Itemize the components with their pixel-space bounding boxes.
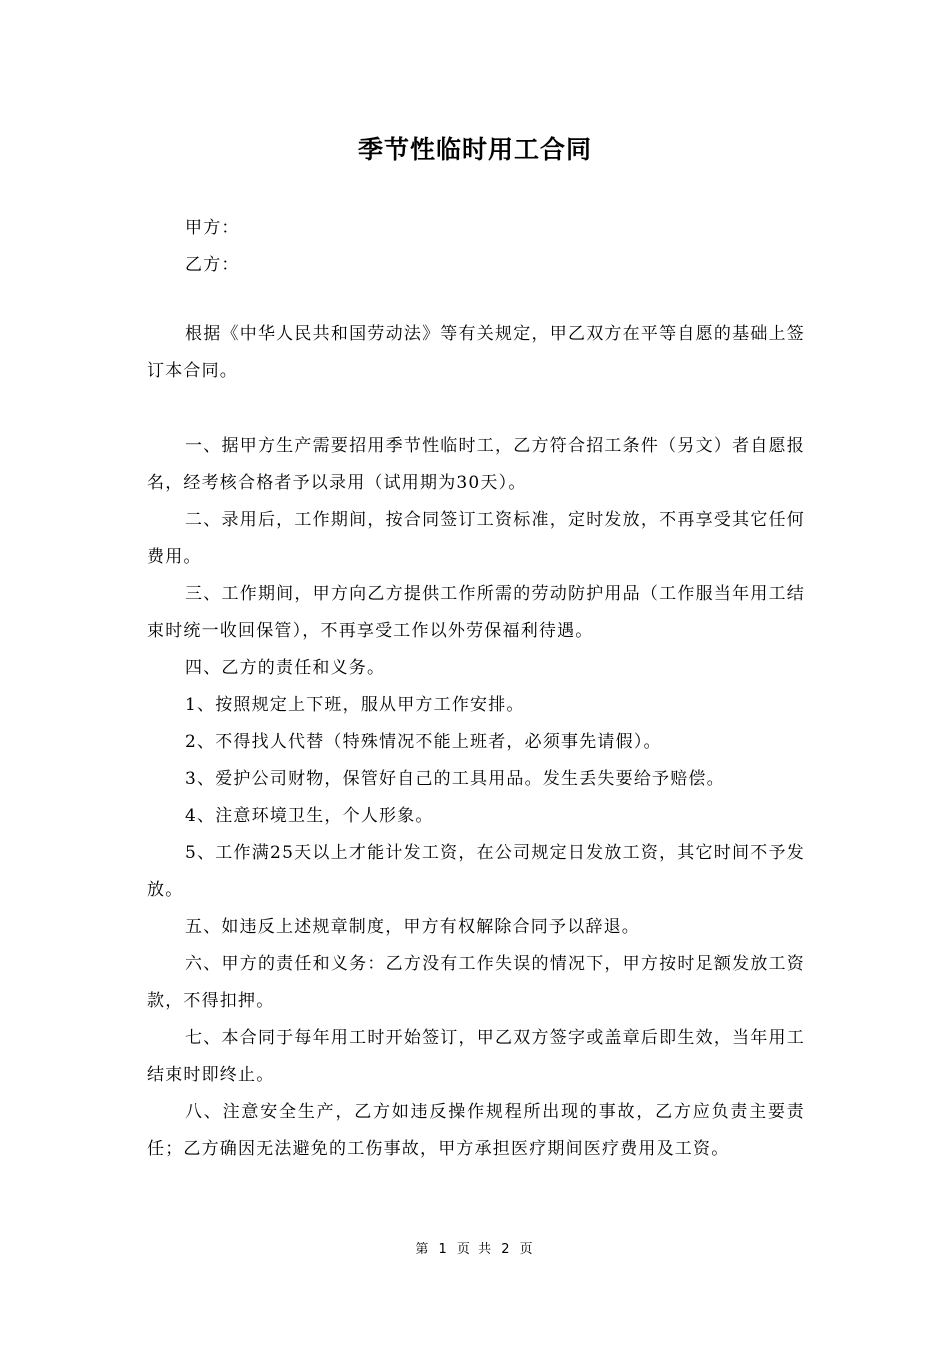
footer-page-suffix: 页 — [519, 1242, 535, 1257]
clause-4-item-5: 5、工作满25天以上才能计发工资，在公司规定日发放工资，其它时间不予发放。 — [147, 843, 805, 900]
footer-total-pages: 2 — [501, 1242, 512, 1257]
party-b-label: 乙方： — [185, 255, 240, 275]
footer-page-middle: 页 共 — [456, 1242, 494, 1257]
clause-4-item-4: 4、注意环境卫生，个人形象。 — [185, 806, 434, 826]
clause-4-item-1: 1、按照规定上下班，服从甲方工作安排。 — [185, 695, 525, 715]
clause-7: 七、本合同于每年用工时开始签订，甲乙双方签字或盖章后即生效，当年用工结束时即终止。 — [147, 1028, 805, 1085]
footer-page-prefix: 第 — [415, 1242, 431, 1257]
document-title: 季节性临时用工合同 — [357, 135, 592, 164]
clause-4: 四、乙方的责任和义务。 — [185, 658, 386, 678]
party-a-label: 甲方： — [185, 218, 240, 238]
footer-current-page: 1 — [438, 1242, 449, 1257]
clauses-section — [147, 428, 805, 1168]
party-section — [147, 210, 805, 284]
intro-section — [147, 316, 805, 390]
clause-8: 八、注意安全生产，乙方如违反操作规程所出现的事故，乙方应负责主要责任；乙方确因无法避免的工伤事故，甲方承担医疗期间医疗费用及工资。 — [147, 1102, 805, 1159]
clause-2: 二、录用后，工作期间，按合同签订工资标准，定时发放，不再享受其它任何费用。 — [147, 510, 805, 567]
clause-4-item-2: 2、不得找人代替（特殊情况不能上班者，必须事先请假）。 — [185, 732, 662, 752]
intro-paragraph: 根据《中华人民共和国劳动法》等有关规定，甲乙双方在平等自愿的基础上签订本合同。 — [147, 324, 805, 381]
clause-6: 六、甲方的责任和义务：乙方没有工作失误的情况下，甲方按时足额发放工资款，不得扣押。 — [147, 954, 805, 1011]
clause-5: 五、如违反上述规章制度，甲方有权解除合同予以辞退。 — [185, 917, 640, 937]
clause-1: 一、据甲方生产需要招用季节性临时工，乙方符合招工条件（另文）者自愿报名，经考核合格者予以录用（试用期为30天）。 — [147, 436, 805, 493]
clause-3: 三、工作期间，甲方向乙方提供工作所需的劳动防护用品（工作服当年用工结束时统一收回保管），不再享受工作以外劳保福利待遇。 — [147, 584, 805, 641]
clause-4-item-3: 3、爱护公司财物，保管好自己的工具用品。发生丢失要给予赔偿。 — [185, 769, 725, 789]
page-footer — [0, 1238, 950, 1257]
